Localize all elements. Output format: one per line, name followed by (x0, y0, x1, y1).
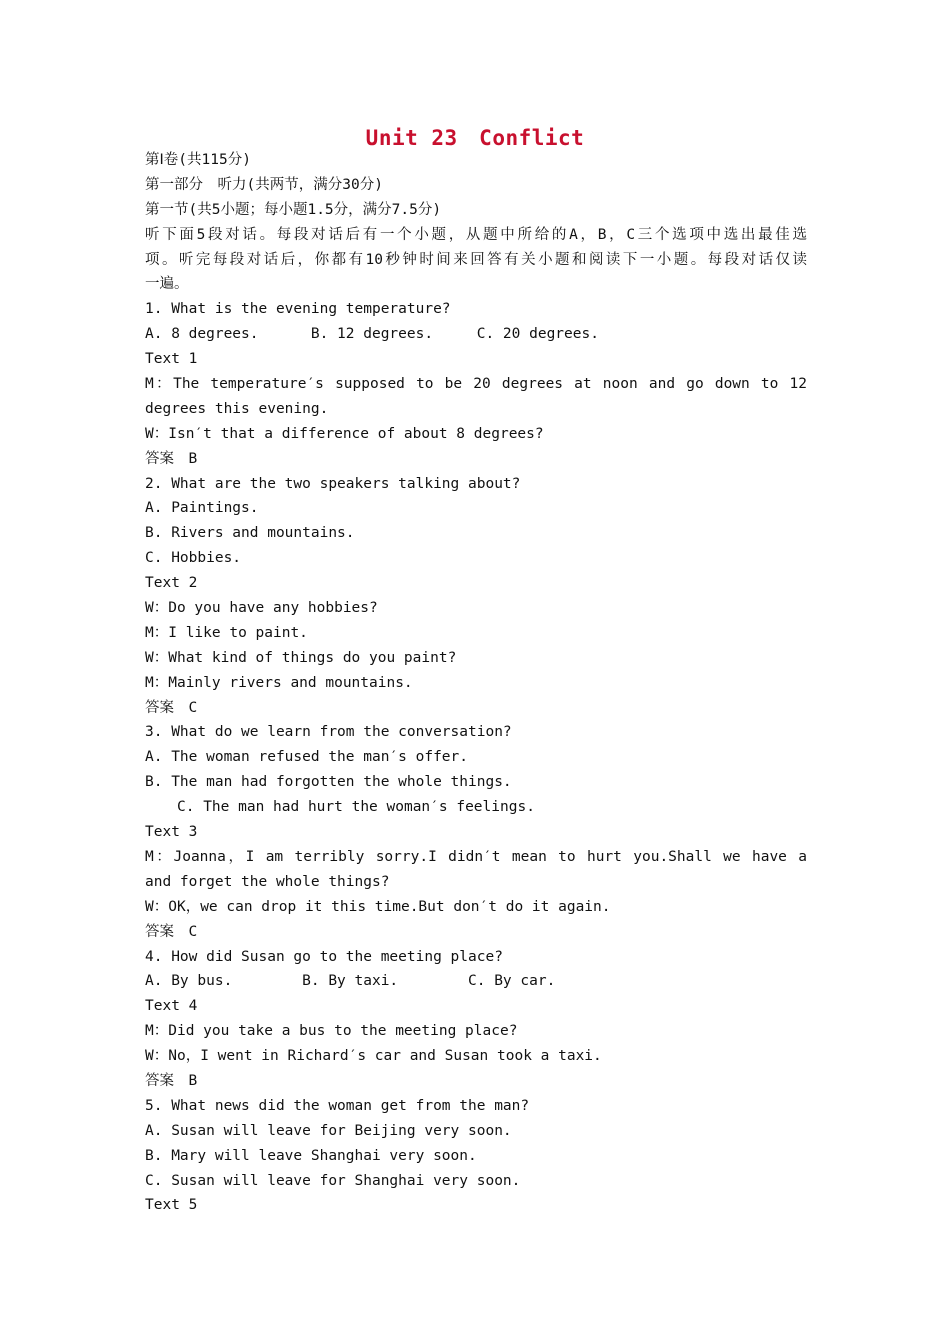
question-2-answer: 答案 C (145, 699, 198, 716)
page-title: Unit 23 Conflict (365, 126, 585, 150)
dialogue-line: W：Isn′t that a difference of about 8 degrees? (145, 425, 544, 442)
dialogue-line-part: M：The temperature′s supposed to be 20 degrees at noon and go down to 12 (145, 376, 807, 393)
option: B. Mary will leave Shanghai very soon. (145, 1147, 477, 1164)
question-5-text-label: Text 5 (145, 1197, 198, 1214)
dialogue-line-part: degrees this evening. (145, 400, 329, 417)
instructions-line: 项。听完每段对话后，你都有10秒钟时间来回答有关小题和阅读下一小题。每段对话仅读 (145, 251, 807, 268)
question-3: 3. What do we learn from the conversation? (145, 724, 512, 741)
instructions-line: 听下面5段对话。每段对话后有一个小题，从题中所给的A，B，C三个选项中选出最佳选 (145, 226, 807, 243)
option: A. The woman refused the man′s offer. (145, 749, 469, 766)
option: C. Susan will leave for Shanghai very soon. (145, 1172, 521, 1189)
document-body (145, 148, 807, 1218)
question-5: 5. What news did the woman get from the man? (145, 1097, 530, 1114)
dialogue-line: W：No，I went in Richard′s car and Susan took a taxi. (145, 1048, 602, 1065)
instructions-line: 一遍。 (145, 276, 189, 293)
option: C. Hobbies. (145, 550, 242, 567)
option: B. The man had forgotten the whole things. (145, 774, 512, 791)
question-3-text-label: Text 3 (145, 824, 198, 841)
dialogue-line-part: and forget the whole things? (145, 873, 390, 890)
section-heading: 第一节(共5小题；每小题1.5分，满分7.5分) (145, 201, 442, 218)
dialogue-line: W：OK，we can drop it this time.But don′t do it again. (145, 898, 611, 915)
question-3-answer: 答案 C (145, 923, 198, 940)
option: C. The man had hurt the woman′s feelings. (177, 799, 535, 816)
option: B. Rivers and mountains. (145, 525, 355, 542)
question-2-text-label: Text 2 (145, 575, 198, 592)
option: A. Paintings. (145, 500, 259, 517)
dialogue-line (145, 372, 807, 422)
part-heading: 第一部分 听力(共两节，满分30分) (145, 176, 383, 193)
question-4-text-label: Text 4 (145, 998, 198, 1015)
question-4-options: A. By bus. B. By taxi. C. By car. (145, 973, 556, 990)
dialogue-line: W：Do you have any hobbies? (145, 600, 378, 617)
question-1-text-label: Text 1 (145, 351, 198, 368)
dialogue-line: M：Did you take a bus to the meeting place? (145, 1023, 518, 1040)
dialogue-line-part: M：Joanna，I am terribly sorry.I didn′t mean to hurt you.Shall we have a (145, 848, 807, 865)
question-2: 2. What are the two speakers talking about? (145, 475, 521, 492)
question-1: 1. What is the evening temperature? (145, 301, 451, 318)
dialogue-line: M：I like to paint. (145, 624, 308, 641)
dialogue-line (145, 845, 807, 895)
question-4: 4. How did Susan go to the meeting place? (145, 948, 503, 965)
dialogue-line: W：What kind of things do you paint? (145, 649, 457, 666)
option: A. Susan will leave for Beijing very soon. (145, 1122, 512, 1139)
dialogue-line: M：Mainly rivers and mountains. (145, 674, 413, 691)
question-1-options: A. 8 degrees. B. 12 degrees. C. 20 degrees. (145, 326, 599, 343)
question-1-answer: 答案 B (145, 450, 198, 467)
volume-heading: 第Ⅰ卷(共115分) (145, 152, 251, 168)
instructions (145, 223, 807, 298)
question-4-answer: 答案 B (145, 1072, 198, 1089)
